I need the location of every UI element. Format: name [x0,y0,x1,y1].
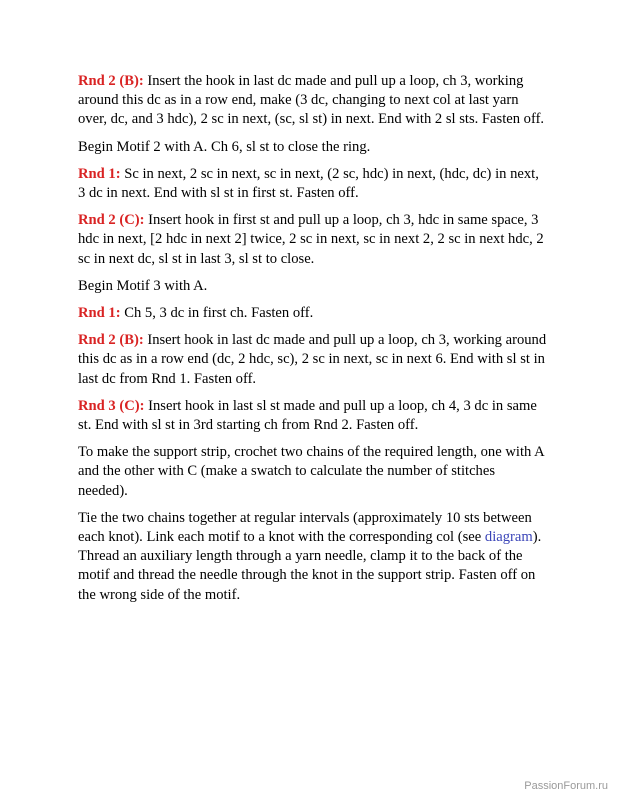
paragraph-text: Insert hook in first st and pull up a loop, ch 3, hdc in same space, 3 hdc in next, [2 hdc in next 2] twice, 2 sc in next, sc in next 2, 2 sc in next hdc, 2 sc in next dc, sl st in last 3, sl st to close. [78,212,544,267]
paragraph-text: ). Thread an auxiliary length through a yarn needle, clamp it to the back of the motif and thread the needle through the knot in the support strip. Fasten off on the wrong side of the motif. [78,529,542,603]
round-label: Rnd 3 (C): [78,397,145,414]
round-label: Rnd 2 (B): [78,73,144,89]
paragraph-motif3-rnd2-b [78,331,548,389]
paragraph-text: Sc in next, 2 sc in next, sc in next, (2 sc, hdc) in next, (hdc, dc) in next, 3 dc in next. End with sl st in first st. Fasten off. [78,165,539,202]
paragraph-text: To make the support strip, crochet two chains of the required length, one with A and the other with C (make a swatch to calculate the number of stitches needed). [78,444,544,499]
paragraph-motif3-rnd3-c [78,397,548,435]
paragraph-rnd2-b [78,72,548,130]
paragraph-text: Tie the two chains together at regular intervals (approximately 10 sts between each knot). Link each motif to a knot with the corresponding col (see [78,509,532,546]
round-label: Rnd 2 (C): [78,212,145,229]
paragraph-text: Begin Motif 3 with A. [78,277,208,294]
paragraph-rnd2-c [78,211,548,269]
diagram-link[interactable]: diagram [484,529,533,546]
round-label: Rnd 2 (B): [78,332,144,349]
paragraph-text: Insert hook in last dc made and pull up a loop, ch 3, working around this dc as in a row end (dc, 2 hdc, sc), 2 sc in next, sc in next 6. End with sl st in last dc from Rnd 1. Fasten off. [78,332,547,387]
paragraph-text: Insert the hook in last dc made and pull up a loop, ch 3, working around this dc as in a row end, make (3 dc, changing to next col at last yarn over, dc, and 3 hdc), 2 sc in next, (sc, sl st) in next. End with 2 sl sts. Fasten off. [78,73,545,128]
paragraph-text: Ch 5, 3 dc in first ch. Fasten off. [120,305,314,322]
paragraph-motif3-rnd1 [78,304,548,323]
round-label: Rnd 1: [78,305,121,322]
paragraph-text: Insert hook in last sl st made and pull up a loop, ch 4, 3 dc in same st. End with sl st in 3rd starting ch from Rnd 2. Fasten off. [78,397,537,434]
paragraph-begin-motif-3 [78,277,548,296]
paragraph-tie-chains [78,509,548,605]
paragraph-begin-motif-2 [78,138,548,157]
paragraph-rnd1 [78,165,548,203]
paragraph-support-strip [78,443,548,501]
round-label: Rnd 1: [78,165,121,182]
document-body [78,72,548,613]
paragraph-text: Begin Motif 2 with A. Ch 6, sl st to close the ring. [78,138,371,155]
watermark: PassionForum.ru [524,780,608,792]
